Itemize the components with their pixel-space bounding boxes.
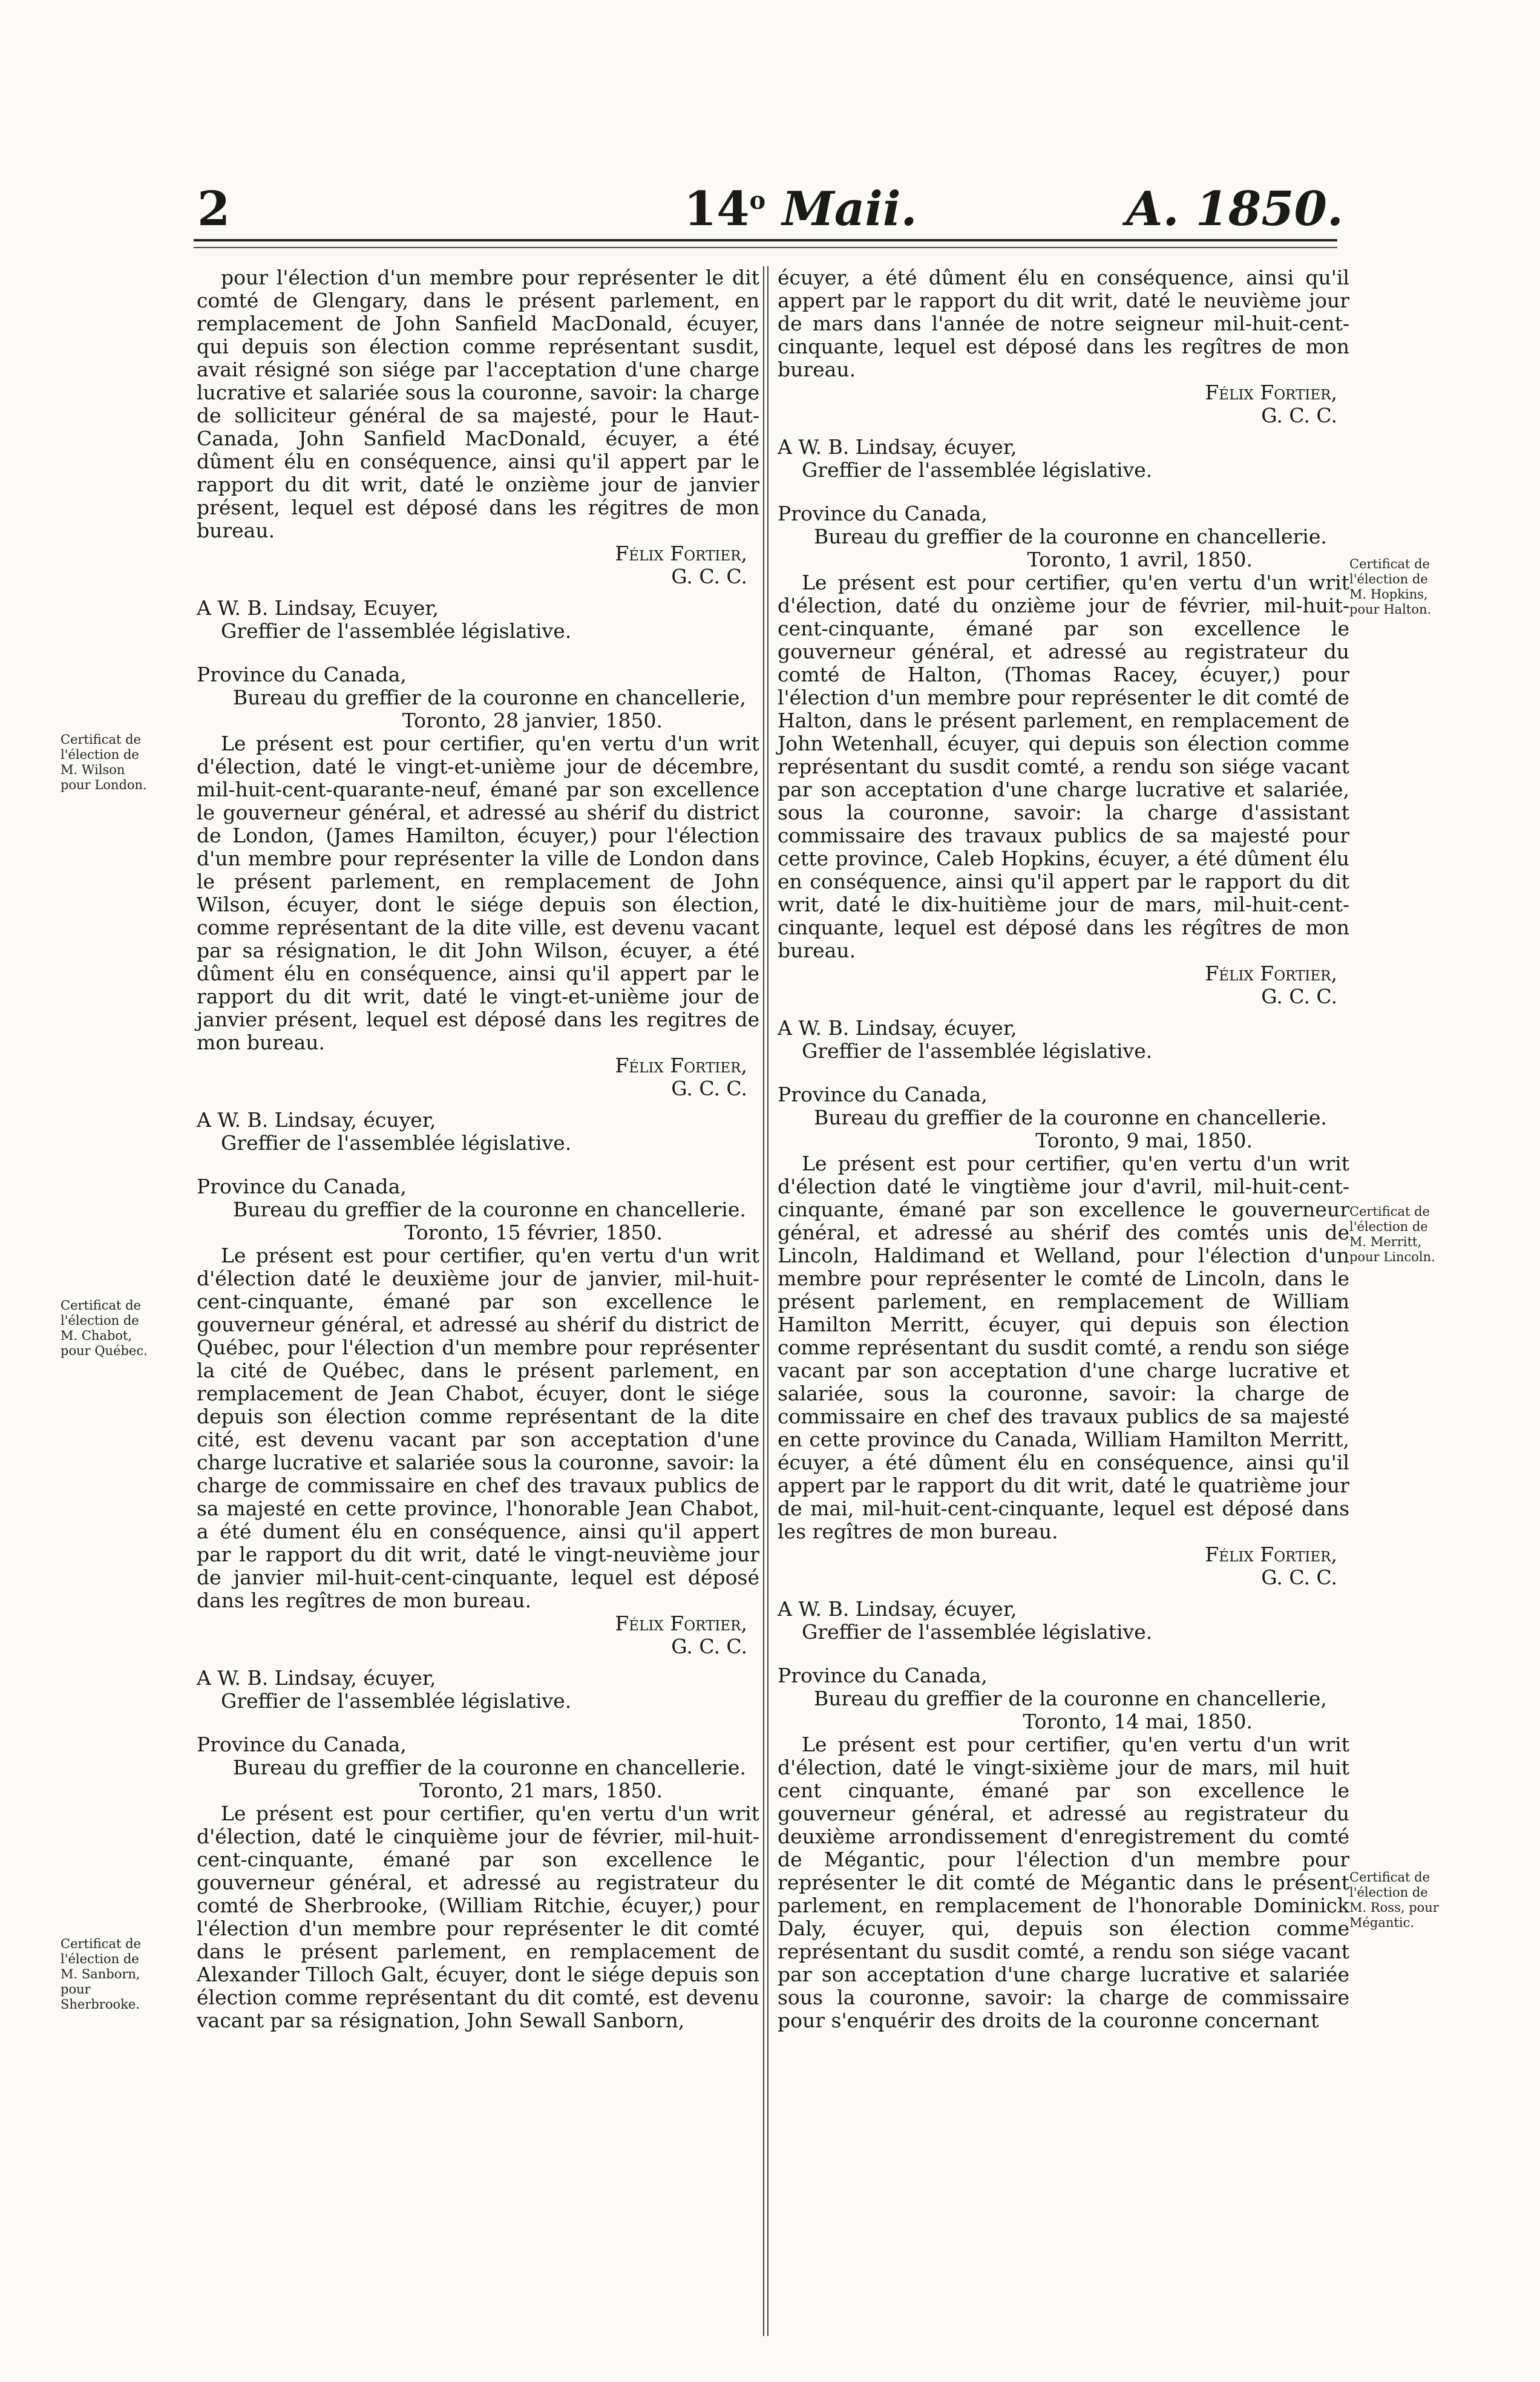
- place-date: Toronto, 28 janvier, 1850.: [402, 709, 663, 732]
- bureau-heading: Bureau du greffier de la couronne en chancellerie.: [233, 1198, 746, 1221]
- signature: Félix Fortier,: [615, 1054, 747, 1077]
- text-columns: [197, 266, 1355, 2336]
- addressee-title: Greffier de l'assemblée législative.: [221, 1131, 572, 1155]
- province-heading: Province du Canada,: [197, 1175, 407, 1198]
- certificate-text: Le présent est pour certifier, qu'en vertu d'un writ d'élection daté le vingtième jour d'avril, mil-huit-cent-cinquante, émané par son excellence le gouverneur général, et adressé au shérif des comtés unis de Lincoln, Haldimand et Welland, pour l'élection d'un membre pour représenter le comté de Lincoln, dans le présent parlement, en remplacement de William Hamilton Merritt, écuyer, qui depuis son élection comme représentant du susdit comté, a rendu son siége vacant par son acceptation d'une charge lucrative et salariée, sous la couronne, savoir: la charge de commissaire en chef des travaux publics de sa majesté en cette province du Canada, William Hamilton Merritt, écuyer, a été dûment élu en conséquence, ainsi qu'il appert par le rapport du dit writ, daté le quatrième jour de mai, mil-huit-cent-cinquante, lequel est déposé dans les regîtres de mon bureau.: [778, 1152, 1349, 1543]
- province-heading: Province du Canada,: [778, 1664, 988, 1687]
- header-rule: [194, 239, 1337, 241]
- margin-note-merritt: Certificat de l'élection de M. Merritt, pour Lincoln.: [1349, 1204, 1435, 1264]
- signature-title: G. C. C.: [671, 1077, 747, 1100]
- certificate-text: écuyer, a été dûment élu en conséquence, ainsi qu'il appert par le rapport du dit writ, daté le neuvième jour de mars dans l'année de notre seigneur mil-huit-cent-cinquante, lequel est déposé dans les regîtres de mon bureau.: [778, 266, 1349, 381]
- addressee-title: Greffier de l'assemblée législative.: [221, 1689, 572, 1713]
- place-date: Toronto, 21 mars, 1850.: [419, 1779, 663, 1802]
- place-date: Toronto, 1 avril, 1850.: [1027, 548, 1253, 571]
- province-heading: Province du Canada,: [197, 663, 407, 686]
- signature: Félix Fortier,: [615, 542, 747, 565]
- certificate-text: Le présent est pour certifier, qu'en vertu d'un writ d'élection, daté le vingt-et-unième jour de décembre, mil-huit-cent-quarante-neuf, émané par son excellence le gouverneur général, et adressé au shérif du district de London, (James Hamilton, écuyer,) pour l'élection d'un membre pour représenter la ville de London dans le présent parlement, en remplacement de John Wilson, écuyer, dont le siége depuis son élection, comme représentant de la dite ville, est devenu vacant par sa résignation, le dit John Wilson, écuyer, a été dûment élu en conséquence, ainsi qu'il appert par le rapport du dit writ, daté le vingt-et-unième jour de janvier présent, lequel est déposé dans les regitres de mon bureau.: [197, 732, 759, 1054]
- addressee: A W. B. Lindsay, écuyer,: [778, 1016, 1017, 1040]
- bureau-heading: Bureau du greffier de la couronne en chancellerie.: [233, 1756, 746, 1779]
- margin-note-sanborn: Certificat de l'élection de M. Sanborn, pour Sherbrooke.: [61, 1937, 141, 2012]
- header-rule-thin: [194, 247, 1337, 248]
- header-day-suffix: o: [749, 186, 766, 215]
- header-date: [684, 182, 917, 237]
- province-heading: Province du Canada,: [197, 1733, 407, 1756]
- bureau-heading: Bureau du greffier de la couronne en chancellerie,: [814, 1687, 1327, 1710]
- page-header: [182, 182, 1343, 248]
- signature: Félix Fortier,: [1205, 962, 1337, 985]
- addressee-title: Greffier de l'assemblée législative.: [802, 1039, 1153, 1063]
- certificate-text: Le présent est pour certifier, qu'en vertu d'un writ d'élection daté le deuxième jour de janvier, mil-huit-cent-cinquante, émané par son excellence le gouverneur général, et adressé au shérif du district de Québec, pour l'élection d'un membre pour représenter la cité de Québec, dans le présent parlement, en remplacement de Jean Chabot, écuyer, dont le siége depuis son élection comme représentant de la dite cité, est devenu vacant par son acceptation d'une charge lucrative et salariée sous la couronne, savoir: la charge de commissaire en chef des travaux publics de sa majesté en cette province, l'honorable Jean Chabot, a été dument élu en conséquence, ainsi qu'il appert par le rapport du dit writ, daté le vingt-neuvième jour de janvier mil-huit-cent-cinquante, lequel est déposé dans les regîtres de mon bureau.: [197, 1244, 759, 1612]
- signature: Félix Fortier,: [615, 1612, 747, 1635]
- certificate-text: pour l'élection d'un membre pour représenter le dit comté de Glengary, dans le présent parlement, en remplacement de John Sanfield MacDonald, écuyer, qui depuis son élection comme représentant susdit, avait résigné son siége par l'acceptation d'une charge lucrative et salariée sous la couronne, savoir: la charge de solliciteur général de sa majesté, pour le Haut-Canada, John Sanfield MacDonald, écuyer, a été dûment élu en conséquence, ainsi qu'il appert par le rapport du dit writ, daté le onzième jour de janvier présent, lequel est déposé dans les régitres de mon bureau.: [197, 266, 759, 542]
- signature-title: G. C. C.: [671, 1635, 747, 1658]
- certificate-text: Le présent est pour certifier, qu'en vertu d'un writ d'élection, daté le vingt-sixième jour de mars, mil huit cent cinquante, émané par son excellence le gouverneur général, et adressé au registrateur du deuxième arrondissement d'enregistrement du comté de Mégantic, pour l'élection d'un membre pour représenter le dit comté de Mégantic dans le présent parlement, en remplacement de l'honorable Dominick Daly, écuyer, qui, depuis son élection comme représentant du susdit comté, a rendu son siége vacant par son acceptation d'une charge lucrative et salariée sous la couronne, savoir: la charge de commissaire pour s'enquérir des droits de la couronne concernant: [778, 1733, 1349, 2032]
- signature: Félix Fortier,: [1205, 381, 1337, 404]
- addressee-title: Greffier de l'assemblée législative.: [221, 619, 572, 643]
- margin-note-wilson: Certificat de l'élection de M. Wilson pour London.: [61, 732, 147, 792]
- margin-note-hopkins: Certificat de l'élection de M. Hopkins, pour Halton.: [1349, 557, 1432, 617]
- addressee: A W. B. Lindsay, écuyer,: [778, 1597, 1017, 1621]
- signature-title: G. C. C.: [1261, 985, 1337, 1008]
- margin-note-ross: Certificat de l'élection de M. Ross, pour Mégantic.: [1349, 1870, 1439, 1930]
- right-column: [778, 266, 1349, 2032]
- place-date: Toronto, 14 mai, 1850.: [1023, 1710, 1253, 1733]
- signature-title: G. C. C.: [671, 565, 747, 588]
- signature-title: G. C. C.: [1261, 1566, 1337, 1589]
- province-heading: Province du Canada,: [778, 1083, 988, 1106]
- bureau-heading: Bureau du greffier de la couronne en chancellerie.: [814, 1106, 1327, 1129]
- bureau-heading: Bureau du greffier de la couronne en chancellerie,: [233, 686, 746, 709]
- addressee-title: Greffier de l'assemblée législative.: [802, 1620, 1153, 1644]
- bureau-heading: Bureau du greffier de la couronne en chancellerie.: [814, 525, 1327, 548]
- header-month: Maii.: [782, 182, 917, 237]
- place-date: Toronto, 15 février, 1850.: [404, 1221, 663, 1244]
- signature-title: G. C. C.: [1261, 404, 1337, 427]
- page-number: 2: [197, 182, 231, 237]
- province-heading: Province du Canada,: [778, 502, 988, 525]
- addressee: A W. B. Lindsay, écuyer,: [197, 1666, 436, 1690]
- addressee: A W. B. Lindsay, écuyer,: [778, 435, 1017, 459]
- header-year: A. 1850.: [1126, 182, 1343, 237]
- certificate-text: Le présent est pour certifier, qu'en vertu d'un writ d'élection, daté du onzième jour de février, mil-huit-cent-cinquante, émané par son excellence le gouverneur général, et adressé au registrateur du comté de Halton, (Thomas Racey, écuyer,) pour l'élection d'un membre pour représenter le dit comté de Halton, dans le présent parlement, en remplacement de John Wetenhall, écuyer, qui depuis son élection comme représentant du susdit comté, a rendu son siége vacant par son acceptation d'une charge lucrative et salariée, sous la couronne, savoir: la charge d'assistant commissaire des travaux publics de sa majesté pour cette province, Caleb Hopkins, écuyer, a été dûment élu en conséquence, ainsi qu'il appert par le rapport du dit writ, daté le dix-huitième jour de mars, mil-huit-cent-cinquante, lequel est déposé dans les régîtres de mon bureau.: [778, 571, 1349, 962]
- addressee-title: Greffier de l'assemblée législative.: [802, 458, 1153, 482]
- margin-note-chabot: Certificat de l'élection de M. Chabot, pour Québec.: [61, 1298, 148, 1358]
- certificate-text: Le présent est pour certifier, qu'en vertu d'un writ d'élection, daté le cinquième jour de février, mil-huit-cent-cinquante, émané par son excellence le gouverneur général, et adressé au registrateur du comté de Sherbrooke, (William Ritchie, écuyer,) pour l'élection d'un membre pour représenter le dit comté dans le présent parlement, en remplacement de Alexander Tilloch Galt, écuyer, dont le siége depuis son élection comme représentant du dit comté, est devenu vacant par sa résignation, John Sewall Sanborn,: [197, 1802, 759, 2032]
- addressee: A W. B. Lindsay, Ecuyer,: [197, 596, 439, 620]
- place-date: Toronto, 9 mai, 1850.: [1035, 1129, 1253, 1152]
- addressee: A W. B. Lindsay, écuyer,: [197, 1108, 436, 1132]
- header-day: 14: [684, 182, 750, 237]
- left-column: [197, 266, 759, 2032]
- signature: Félix Fortier,: [1205, 1543, 1337, 1566]
